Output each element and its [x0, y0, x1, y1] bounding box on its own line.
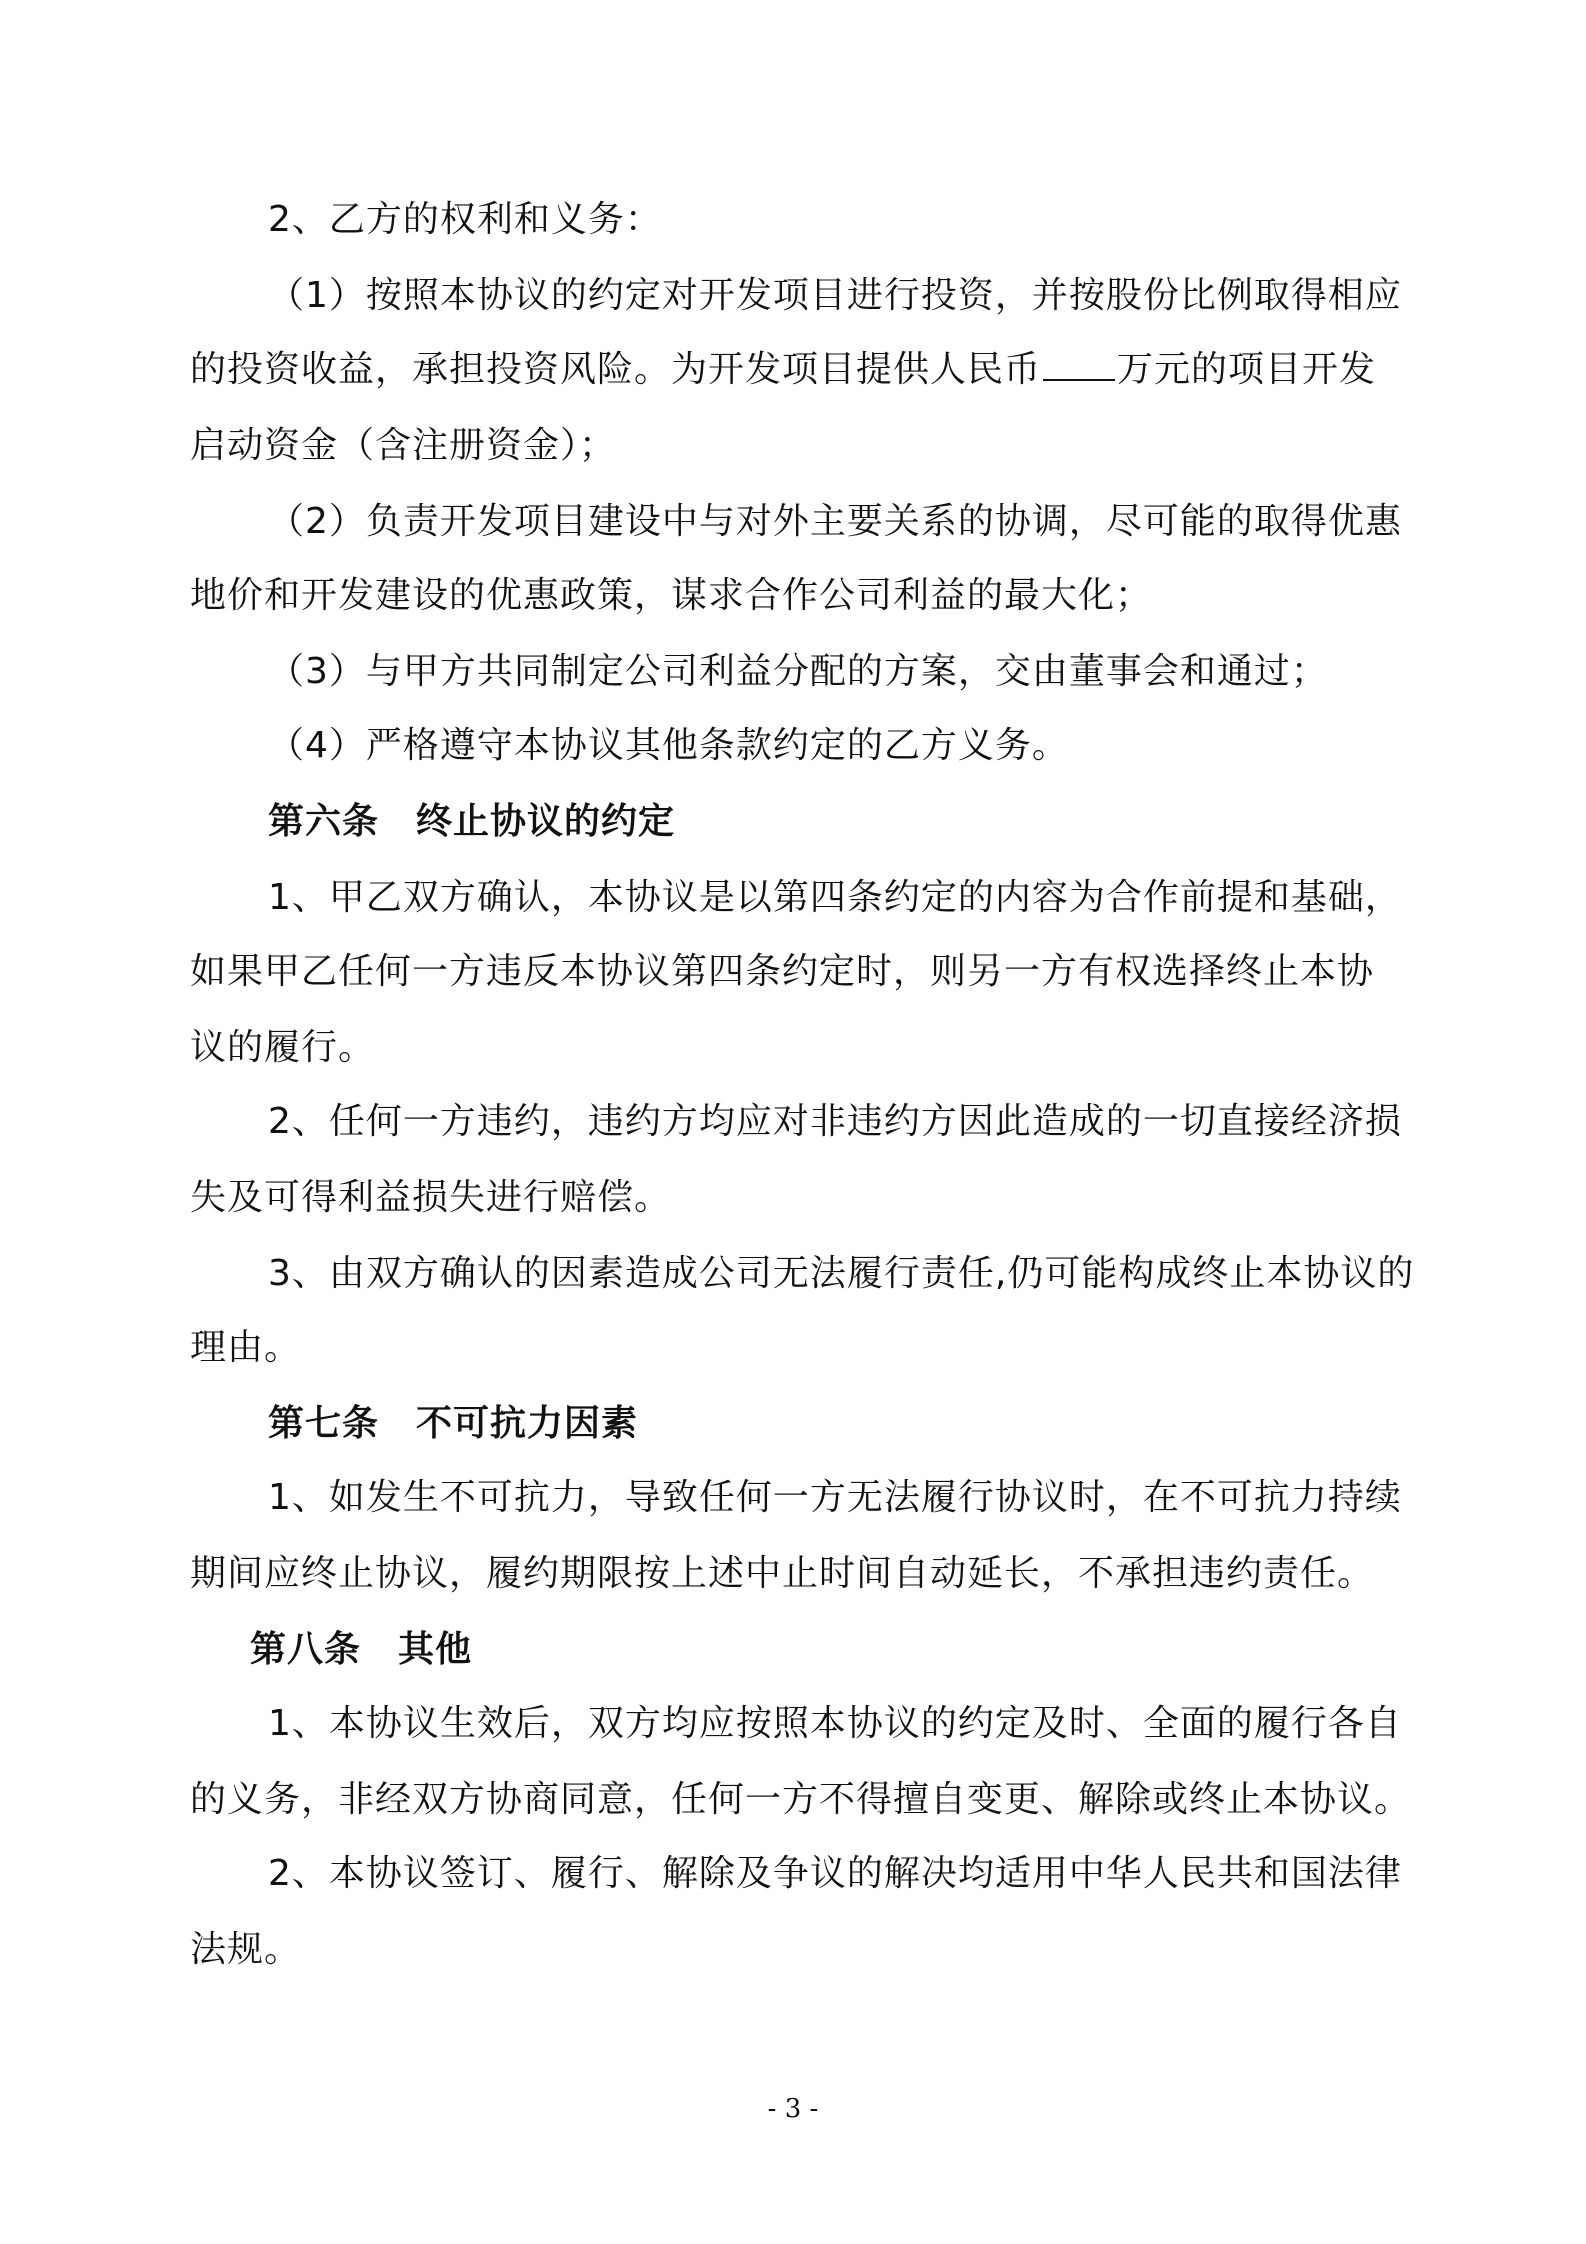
paragraph-line	[190, 348, 1410, 392]
paragraph-line: 1、如发生不可抗力，导致任何一方无法履行协议时，在不可抗力持续	[268, 1477, 1402, 1518]
paragraph-line: 2、任何一方违约，违约方均应对非违约方因此造成的一切直接经济损	[268, 1101, 1402, 1142]
paragraph-line: 法规。	[190, 1929, 302, 1970]
paragraph-line: 2、本协议签订、履行、解除及争议的解决均适用中华人民共和国法律	[268, 1853, 1402, 1894]
paragraph-line: 1、本协议生效后，双方均应按照本协议的约定及时、全面的履行各自	[268, 1703, 1402, 1744]
paragraph-text: 万元的项目开发	[1117, 349, 1377, 390]
paragraph-line: （2）负责开发项目建设中与对外主要关系的协调，尽可能的取得优惠	[268, 501, 1402, 542]
article-heading-eight: 第八条 其他	[250, 1629, 473, 1670]
paragraph-line: 议的履行。	[190, 1027, 376, 1068]
paragraph-line: 期间应终止协议，履约期限按上述中止时间自动延长，不承担违约责任。	[190, 1553, 1375, 1594]
paragraph-line: 3、由双方确认的因素造成公司无法履行责任,仍可能构成终止本协议的	[268, 1253, 1415, 1294]
paragraph-line: 的义务，非经双方协商同意，任何一方不得擅自变更、解除或终止本协议。	[190, 1779, 1412, 1820]
paragraph-text: 的投资收益，承担投资风险。为开发项目提供人民币	[190, 349, 1042, 390]
paragraph-line: 1、甲乙双方确认，本协议是以第四条约定的内容为合作前提和基础，	[268, 877, 1402, 918]
paragraph-line: （1）按照本协议的约定对开发项目进行投资，并按股份比例取得相应	[268, 275, 1402, 316]
paragraph-line: 理由。	[190, 1327, 302, 1368]
blank-amount-field	[1043, 349, 1115, 381]
paragraph-line: 启动资金（含注册资金）；	[190, 425, 617, 466]
paragraph-line: （3）与甲方共同制定公司利益分配的方案，交由董事会和通过；	[268, 651, 1328, 692]
paragraph-line: 地价和开发建设的优惠政策，谋求合作公司利益的最大化；	[190, 575, 1153, 616]
paragraph-line: 失及可得利益损失进行赔偿。	[190, 1177, 672, 1218]
page-number: - 3 -	[767, 2094, 819, 2124]
paragraph-line: （4）严格遵守本协议其他条款约定的乙方义务。	[268, 725, 1069, 766]
paragraph-line: 如果甲乙任何一方违反本协议第四条约定时，则另一方有权选择终止本协	[190, 951, 1375, 992]
clause-heading-party-b-rights: 2、乙方的权利和义务：	[268, 199, 662, 240]
article-heading-six: 第六条 终止协议的约定	[268, 801, 676, 842]
article-heading-seven: 第七条 不可抗力因素	[268, 1403, 639, 1444]
